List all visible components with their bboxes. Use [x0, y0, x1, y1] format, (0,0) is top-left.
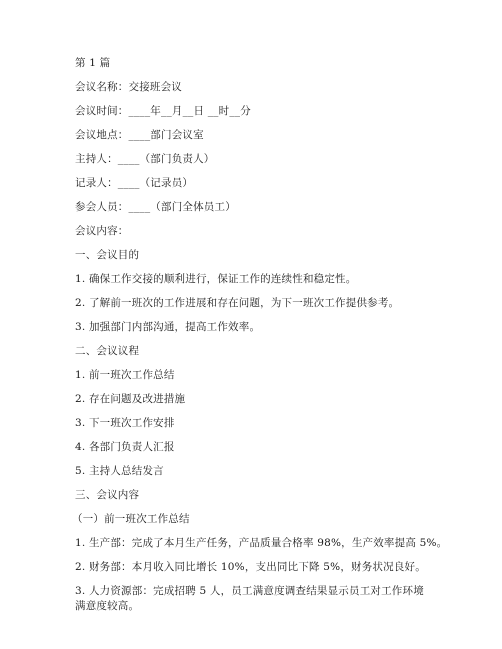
section-heading-agenda: 二、会议议程	[75, 345, 140, 357]
list-item: 3. 下一班次工作安排	[75, 417, 175, 429]
meeting-recorder: 记录人：____（记录员）	[75, 177, 194, 189]
list-item: 5. 主持人总结发言	[75, 465, 164, 477]
meeting-content-label: 会议内容：	[75, 225, 129, 237]
meeting-host: 主持人：____（部门负责人）	[75, 153, 215, 165]
list-item: 3. 人力资源部：完成招聘 5 人，员工满意度调查结果显示员工对工作环境满意度较高。	[75, 585, 424, 612]
list-item: 4. 各部门负责人汇报	[75, 441, 175, 453]
chapter-heading: 第 1 篇	[75, 57, 111, 69]
section-heading-purpose: 一、会议目的	[75, 249, 140, 261]
meeting-time: 会议时间：____年__月__日 __时__分	[75, 105, 251, 117]
list-item: 1. 确保工作交接的顺利进行，保证工作的连续性和稳定性。	[75, 273, 357, 285]
meeting-location: 会议地点：____部门会议室	[75, 129, 204, 141]
subsection-heading: （一）前一班次工作总结	[72, 513, 190, 525]
list-item: 2. 存在问题及改进措施	[75, 393, 186, 405]
list-item: 1. 生产部：完成了本月生产任务，产品质量合格率 98%，生产效率提高 5%。	[75, 537, 448, 549]
meeting-attendees: 参会人员：____（部门全体员工）	[75, 201, 236, 213]
list-item: 2. 财务部：本月收入同比增长 10%，支出同比下降 5%，财务状况良好。	[75, 561, 426, 573]
meeting-name: 会议名称：交接班会议	[75, 81, 182, 93]
list-item: 3. 加强部门内部沟通，提高工作效率。	[75, 321, 261, 333]
list-item: 1. 前一班次工作总结	[75, 369, 175, 381]
list-item: 2. 了解前一班次的工作进展和存在问题，为下一班次工作提供参考。	[75, 297, 400, 309]
section-heading-content: 三、会议内容	[75, 489, 140, 501]
